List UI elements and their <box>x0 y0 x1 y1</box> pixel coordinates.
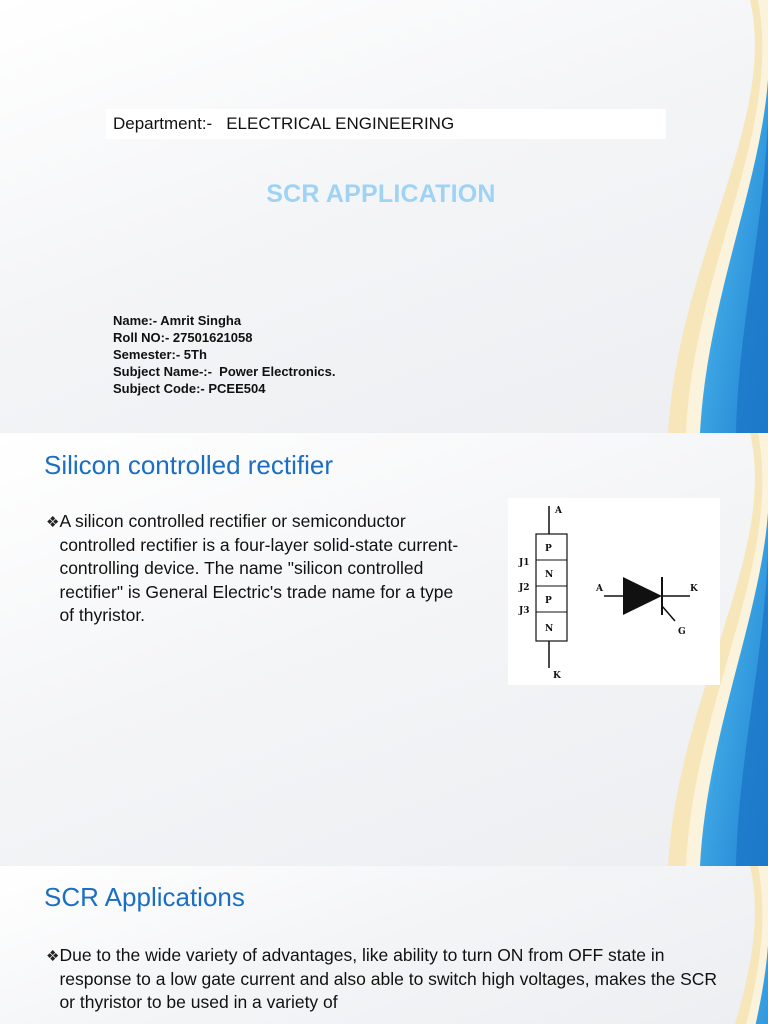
symbol-anode-label: A <box>596 584 603 594</box>
diamond-bullet-icon: ❖ <box>46 948 60 965</box>
scr-applications-slide <box>0 866 768 1024</box>
layer-n2: N <box>545 624 554 634</box>
scr-diagram <box>508 498 720 685</box>
junction-j3: J3 <box>519 606 530 616</box>
student-name: Name:- Amrit Singha <box>113 313 242 328</box>
department-box <box>106 109 666 139</box>
bullet-text: A silicon controlled rectifier or semiconductor controlled rectifier is a four-layer solid-state current-controlling device. The name "silicon controlled rectifier" is General Electric's trade name for a type of thyristor. <box>59 511 459 625</box>
layer-p1: P <box>545 544 552 554</box>
bullet-text: Due to the wide variety of advantages, like ability to turn ON from OFF state in response to a low gate current and also able to switch high voltages, makes the SCR or thyristor to be used in a variety of <box>59 945 718 1012</box>
bullet-point <box>46 944 726 1015</box>
junction-j2: J2 <box>519 583 530 593</box>
student-info <box>113 312 336 397</box>
department-label: Department:- <box>113 114 213 133</box>
scr-definition-slide <box>0 433 768 866</box>
junction-j1: J1 <box>519 558 530 568</box>
symbol-cathode-label: K <box>690 584 698 594</box>
layer-n1: N <box>545 570 554 580</box>
presentation-title: SCR APPLICATION <box>266 180 496 208</box>
anode-label: A <box>555 506 562 516</box>
bullet-point <box>46 510 466 628</box>
semester: Semester:- 5Th <box>113 347 207 362</box>
department-value: ELECTRICAL ENGINEERING <box>226 114 455 133</box>
slide-heading: SCR Applications <box>44 882 245 912</box>
subject-name: Subject Name-:- Power Electronics. <box>113 364 336 379</box>
slide-heading: Silicon controlled rectifier <box>44 450 334 480</box>
thyristor-triangle <box>623 577 662 615</box>
subject-code: Subject Code:- PCEE504 <box>113 381 266 396</box>
gate-label: G <box>678 627 686 637</box>
title-slide <box>0 0 768 433</box>
diamond-bullet-icon: ❖ <box>46 514 60 531</box>
scr-structure-and-symbol <box>508 498 720 685</box>
layer-p2: P <box>545 596 552 606</box>
wave-decoration <box>638 0 768 433</box>
roll-number: Roll NO:- 27501621058 <box>113 330 253 345</box>
cathode-label: K <box>553 671 561 681</box>
